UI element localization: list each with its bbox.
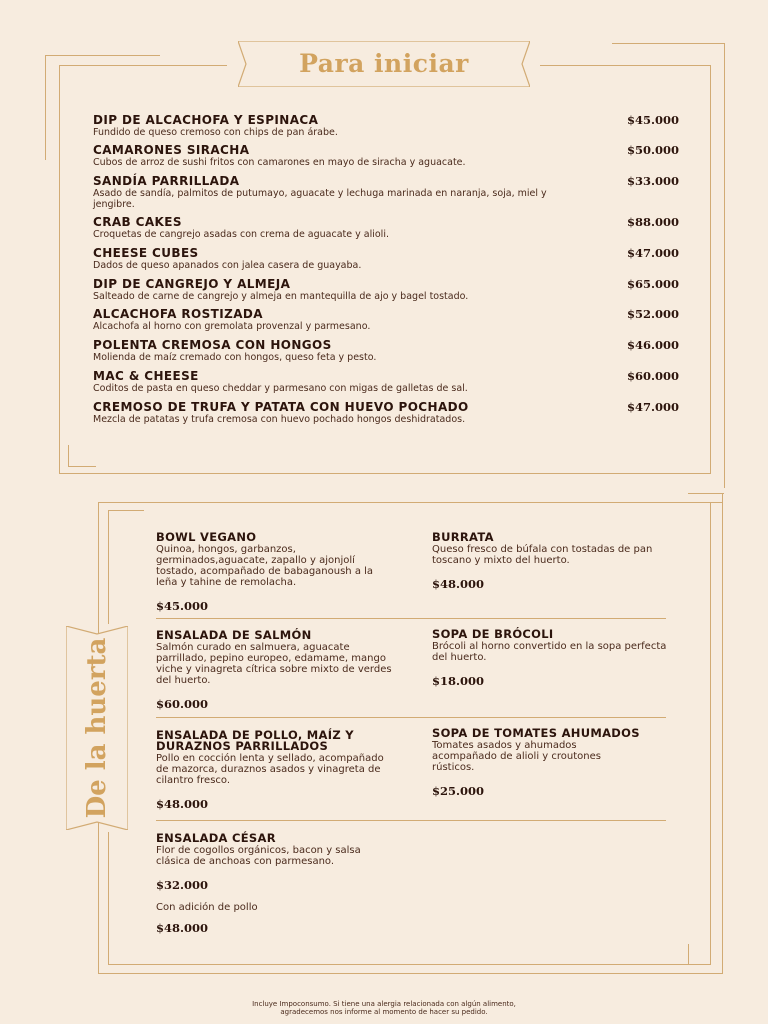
item-price: $45.000 <box>156 599 209 613</box>
menu-item <box>156 730 396 811</box>
menu-item <box>93 278 683 302</box>
section-title-banner <box>238 41 530 87</box>
item-price: $32.000 <box>156 878 209 892</box>
frame2-top-inner-left <box>108 510 144 511</box>
item-price: $47.000 <box>626 246 679 260</box>
menu-item <box>432 532 672 591</box>
menu-item <box>432 728 672 798</box>
frame2-right-inner <box>710 502 711 964</box>
frame2-bottom-outer <box>98 973 723 974</box>
item-price: $47.000 <box>626 400 679 414</box>
item-name: POLENTA CREMOSA CON HONGOS <box>93 338 332 352</box>
menu-item <box>93 401 683 425</box>
frame-bottom-inner <box>59 473 711 474</box>
item-description: Salmón curado en salmuera, aguacate parrillado, pepino europeo, edamame, mango viche y vinagreta cítrica sobre mixto de verdes del huerto. <box>156 642 392 686</box>
item-price: $88.000 <box>626 215 679 229</box>
item-price: $48.000 <box>432 577 485 591</box>
item-description: Asado de sandía, palmitos de putumayo, aguacate y lechuga marinada en naranja, soja, miel y jengibre. <box>93 188 547 210</box>
menu-item <box>93 114 683 138</box>
item-price: $18.000 <box>432 674 485 688</box>
item-name: BURRATA <box>432 530 494 544</box>
item-description: Alcachofa al horno con gremolata provenzal y parmesano. <box>93 321 371 332</box>
item-price: $52.000 <box>626 307 679 321</box>
item-addon-note: Con adición de pollo <box>156 902 258 913</box>
item-name: BOWL VEGANO <box>156 530 257 544</box>
frame2-top-outer <box>98 502 722 503</box>
menu-item <box>156 532 396 613</box>
frame-bottom-left-corner <box>68 445 69 467</box>
frame-top-right-outer <box>612 43 725 44</box>
item-description: Tomates asados y ahumados acompañado de alioli y croutones rústicos. <box>432 740 601 773</box>
frame-right-outer <box>724 43 725 488</box>
item-name: MAC & CHEESE <box>93 369 199 383</box>
menu-item <box>432 629 672 688</box>
item-price: $25.000 <box>432 784 485 798</box>
item-description: Fundido de queso cremoso con chips de pan árabe. <box>93 127 338 138</box>
frame2-right-outer <box>722 493 723 973</box>
item-price: $50.000 <box>626 143 679 157</box>
item-description: Quinoa, hongos, garbanzos, germinados,aguacate, zapallo y ajonjolí tostado, acompañado de babaganoush a la leña y tahine de remolacha. <box>156 544 374 588</box>
item-description: Pollo en cocción lenta y sellado, acompañado de mazorca, duraznos asados y vinagreta de cilantro fresco. <box>156 753 384 786</box>
footer-line-2: agradecemos nos informe al momento de hacer su pedido. <box>280 1008 488 1016</box>
menu-item <box>156 833 376 935</box>
frame2-bottom-right-corner <box>688 944 689 964</box>
section-side-title: De la huerta <box>82 637 112 819</box>
row-divider <box>156 717 666 718</box>
item-description: Coditos de pasta en queso cheddar y parmesano con migas de galletas de sal. <box>93 383 468 394</box>
frame2-left-inner-bottom <box>108 832 109 964</box>
frame-left-inner <box>59 65 60 473</box>
section-side-banner <box>66 626 128 830</box>
item-price: $46.000 <box>626 338 679 352</box>
frame-bottom-left-corner-h <box>68 466 96 467</box>
item-price: $33.000 <box>626 174 679 188</box>
frame2-top-right-corner <box>688 493 724 494</box>
item-name: ALCACHOFA ROSTIZADA <box>93 307 263 321</box>
item-description: Brócoli al horno convertido en la sopa perfecta del huerto. <box>432 641 667 663</box>
item-description: Dados de queso apanados con jalea casera de guayaba. <box>93 260 362 271</box>
frame-left-outer <box>45 55 46 160</box>
menu-item <box>93 175 683 210</box>
frame-top-left-inner <box>59 65 227 66</box>
menu-item <box>156 630 396 711</box>
item-price: $60.000 <box>156 697 209 711</box>
menu-item <box>93 247 683 271</box>
menu-item <box>93 370 683 394</box>
menu-item <box>93 144 683 168</box>
item-description: Molienda de maíz cremado con hongos, queso feta y pesto. <box>93 352 377 363</box>
item-description: Croquetas de cangrejo asadas con crema de aguacate y alioli. <box>93 229 389 240</box>
item-name: DIP DE ALCACHOFA Y ESPINACA <box>93 113 319 127</box>
item-name: SOPA DE BRÓCOLI <box>432 627 554 641</box>
item-name: CHEESE CUBES <box>93 246 199 260</box>
frame-right-inner <box>710 65 711 473</box>
item-name: CREMOSO DE TRUFA Y PATATA CON HUEVO POCHADO <box>93 400 469 414</box>
footer-note <box>0 1000 768 1016</box>
item-name: DIP DE CANGREJO Y ALMEJA <box>93 277 291 291</box>
item-description: Flor de cogollos orgánicos, bacon y salsa clásica de anchoas con parmesano. <box>156 845 361 867</box>
menu-item <box>93 308 683 332</box>
section-title: Para iniciar <box>299 49 469 78</box>
frame2-left-inner <box>108 510 109 624</box>
row-divider <box>156 820 666 821</box>
menu-item <box>93 339 683 363</box>
item-name: ENSALADA CÉSAR <box>156 831 276 845</box>
item-name: ENSALADA DE SALMÓN <box>156 628 312 642</box>
frame-top-left-outer <box>45 55 160 56</box>
item-name: ENSALADA DE POLLO, MAÍZ Y DURAZNOS PARRILLADOS <box>156 728 354 753</box>
item-price: $45.000 <box>626 113 679 127</box>
menu-item <box>93 216 683 240</box>
frame2-bottom-inner <box>108 964 711 965</box>
item-name: CRAB CAKES <box>93 215 182 229</box>
frame-top-right-inner <box>540 65 710 66</box>
item-name: CAMARONES SIRACHA <box>93 143 250 157</box>
item-price: $65.000 <box>626 277 679 291</box>
item-description: Salteado de carne de cangrejo y almeja en mantequilla de ajo y bagel tostado. <box>93 291 469 302</box>
item-name: SANDÍA PARRILLADA <box>93 174 240 188</box>
item-price: $60.000 <box>626 369 679 383</box>
row-divider <box>156 618 666 619</box>
item-price: $48.000 <box>156 797 209 811</box>
item-description: Queso fresco de búfala con tostadas de pan toscano y mixto del huerto. <box>432 544 653 566</box>
footer-line-1: Incluye Impoconsumo. Si tiene una alergia relacionada con algún alimento, <box>252 1000 516 1008</box>
item-name: SOPA DE TOMATES AHUMADOS <box>432 726 640 740</box>
item-addon-price: $48.000 <box>156 921 209 935</box>
item-description: Mezcla de patatas y trufa cremosa con huevo pochado hongos deshidratados. <box>93 414 466 425</box>
item-description: Cubos de arroz de sushi fritos con camarones en mayo de siracha y aguacate. <box>93 157 466 168</box>
